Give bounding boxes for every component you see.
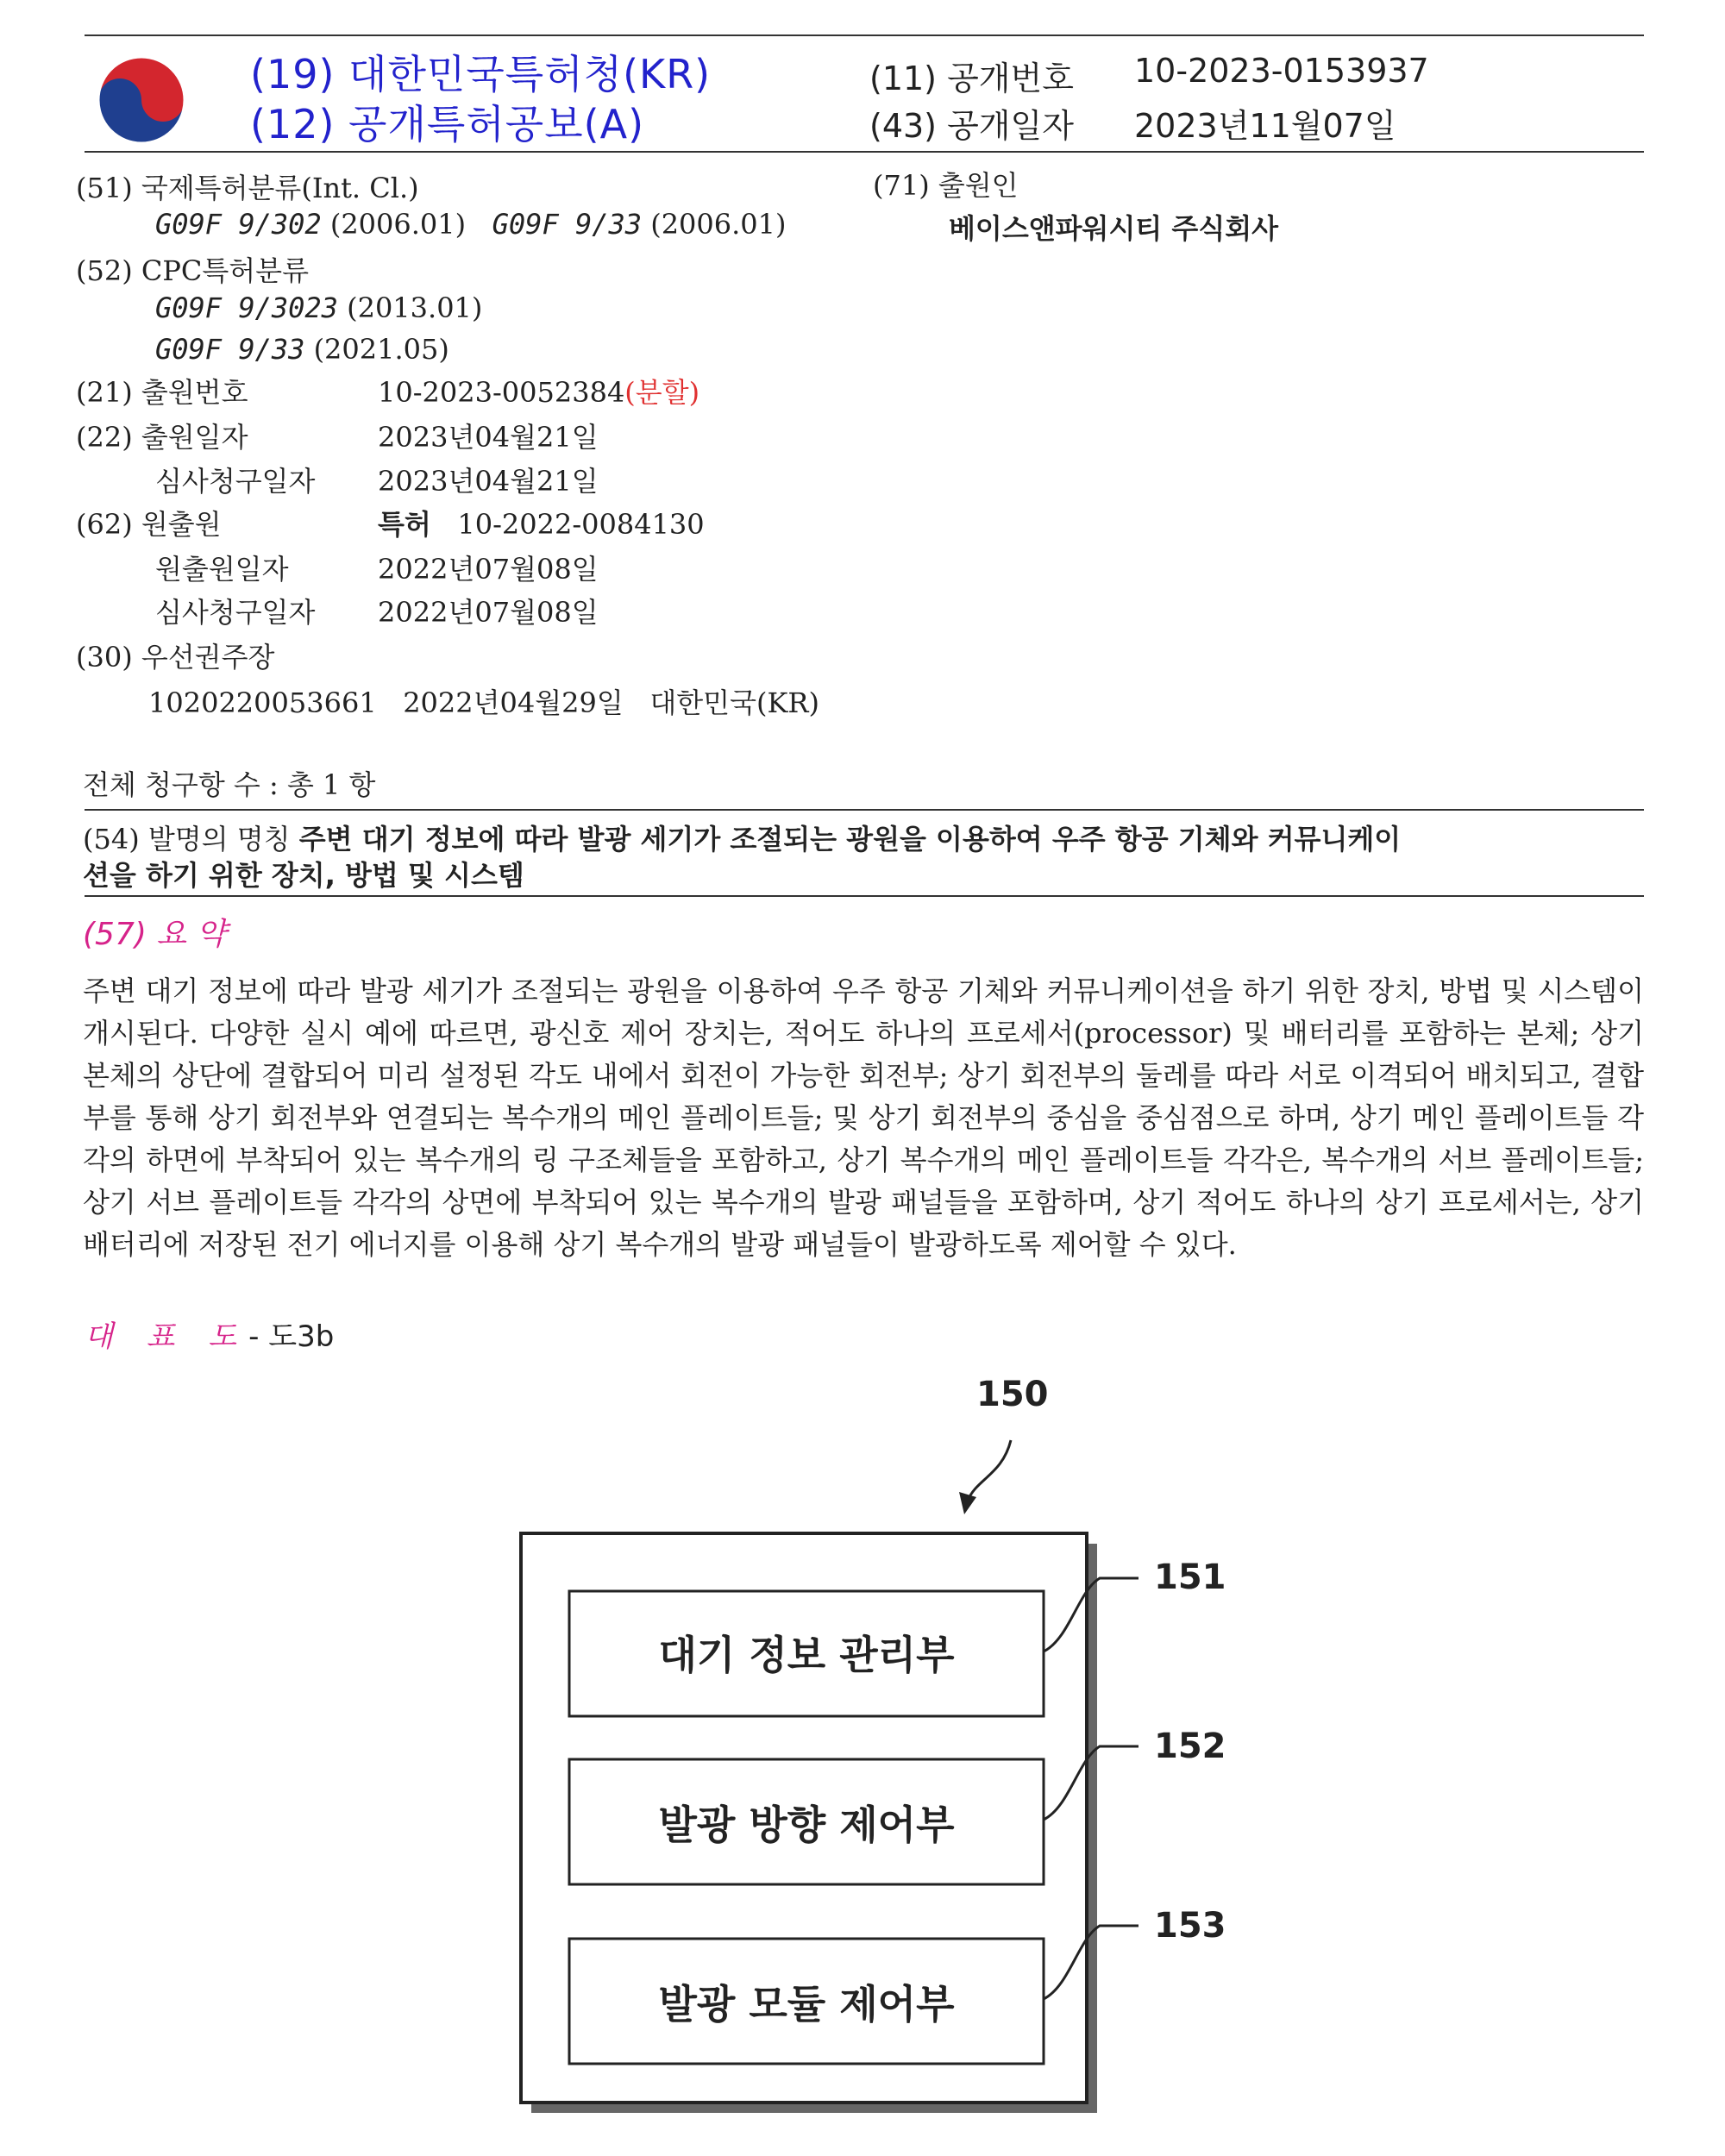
- parent-kind: 특허: [378, 508, 431, 541]
- representative-figure: [0, 1363, 1725, 2139]
- priority-country: 대한민국(KR): [649, 686, 819, 719]
- invention-title-label: (54) 발명의 명칭: [83, 823, 291, 856]
- exam-request-date: 2023년04월21일: [378, 465, 599, 498]
- cpc-label: (52) CPC특허분류: [76, 254, 310, 287]
- pub-number: 10-2023-0153937: [1134, 52, 1429, 90]
- priority-row: [148, 681, 819, 721]
- pub-date-label: (43) 공개일자: [869, 107, 1074, 145]
- block-number-153: 153: [1154, 1906, 1226, 1946]
- abstract-text: 주변 대기 정보에 따라 발광 세기가 조절되는 광원을 이용하여 우주 항공 기체와 커뮤니케이션을 하기 위한 장치, 방법 및 시스템이 개시된다. 다양한 실시 예에 따르면, 광신호 제어 장치는, 적어도 하나의 프로세서(processor) 및 배터리를 포함하는 본체; 상기 본체의 상단에 결합되어 미리 설정된 각도 내에서 회전이 가능한 회전부; 상기 회전부의 둘레를 따라 서로 이격되어 배치되고, 결합부를 통해 상기 회전부와 연결되는 복수개의 메인 플레이트들; 및 상기 회전부의 중심을 중심점으로 하며, 상기 메인 플레이트들 각각의 하면에 부착되어 있는 복수개의 링 구조체들을 포함하고, 상기 복수개의 메인 플레이트들 각각은, 복수개의 서브 플레이트들; 상기 서브 플레이트들 각각의 상면에 부착되어 있는 복수개의 발광 패널들을 포함하며, 상기 적어도 하나의 상기 프로세서는, 상기 배터리에 저장된 전기 에너지를 이용해 상기 복수개의 발광 패널들이 발광하도록 제어할 수 있다.: [83, 975, 1644, 1261]
- application-number-row: [378, 371, 699, 411]
- block-label-151: 대기 정보 관리부: [658, 1632, 955, 1678]
- applicant-label: (71) 출원인: [873, 169, 1019, 202]
- ipc1-code: G09F 9/302: [155, 208, 322, 241]
- parent-application-row: [378, 503, 705, 542]
- ref-number-main: 150: [976, 1375, 1049, 1414]
- claims-count: 전체 청구항 수 : 총 1 항: [83, 768, 376, 801]
- block-number-151: 151: [1154, 1557, 1226, 1597]
- application-number-label: (21) 출원번호: [76, 376, 248, 409]
- cpc2-code: G09F 9/33: [155, 333, 305, 366]
- title-bottom-rule: [85, 895, 1644, 897]
- parent-filing-date: 2022년07월08일: [378, 553, 599, 586]
- cpc1-code: G09F 9/3023: [155, 291, 338, 324]
- ipc2-code: G09F 9/33: [492, 208, 643, 241]
- pub-date: 2023년11월07일: [1134, 107, 1396, 145]
- cpc-class-1: [155, 291, 482, 324]
- parent-exam-label: 심사청구일자: [155, 596, 316, 629]
- ipc-label: (51) 국제특허분류(Int. Cl.): [76, 172, 419, 204]
- parent-filing-label: 원출원일자: [155, 553, 289, 586]
- representative-drawing-value: - 도3b: [248, 1319, 335, 1354]
- ref-arrow-head: [959, 1492, 976, 1514]
- ref-arrow: [968, 1440, 1011, 1501]
- office-title: (19) 대한민국특허청(KR): [250, 51, 712, 97]
- cpc2-version: (2021.05): [313, 333, 449, 366]
- filing-date-label: (22) 출원일자: [76, 421, 248, 454]
- ipc1-version: (2006.01): [329, 208, 467, 241]
- priority-number: 1020220053661: [148, 686, 377, 719]
- ipc-classes: [155, 208, 787, 241]
- pub-number-label: (11) 공개번호: [869, 60, 1074, 97]
- filing-date: 2023년04월21일: [378, 421, 599, 454]
- parent-number: 10-2022-0084130: [457, 508, 705, 541]
- abstract-heading: (57) 요 약: [83, 917, 227, 952]
- block-label-153: 발광 모듈 제어부: [658, 1981, 955, 2028]
- header-bottom-rule: [85, 151, 1644, 153]
- parent-application-label: (62) 원출원: [76, 508, 222, 541]
- kipo-emblem-icon: [93, 52, 190, 148]
- priority-date: 2022년04월29일: [403, 686, 624, 719]
- application-number: 10-2023-0052384: [378, 376, 625, 409]
- representative-drawing-label: 대 표 도: [85, 1319, 249, 1354]
- ipc2-version: (2006.01): [650, 208, 787, 241]
- block-label-152: 발광 방향 제어부: [658, 1802, 955, 1848]
- invention-title-line-2: 션을 하기 위한 장치, 방법 및 시스템: [83, 859, 524, 892]
- parent-exam-date: 2022년07월08일: [378, 596, 599, 629]
- top-rule: [85, 34, 1644, 36]
- block-number-152: 152: [1154, 1727, 1226, 1766]
- invention-title-line-1: [83, 818, 1401, 857]
- cpc-class-2: [155, 333, 449, 366]
- title-top-rule: [85, 809, 1644, 811]
- exam-request-label: 심사청구일자: [155, 465, 316, 498]
- applicant-name: 베이스앤파워시티 주식회사: [949, 212, 1279, 245]
- division-note: (분할): [624, 376, 700, 409]
- representative-drawing: [85, 1313, 334, 1355]
- cpc1-version: (2013.01): [347, 291, 483, 324]
- invention-title-text-1: 주변 대기 정보에 따라 발광 세기가 조절되는 광원을 이용하여 우주 항공 기체와 커뮤니케이: [298, 823, 1402, 856]
- priority-label: (30) 우선권주장: [76, 641, 275, 674]
- publication-type: (12) 공개특허공보(A): [250, 101, 645, 147]
